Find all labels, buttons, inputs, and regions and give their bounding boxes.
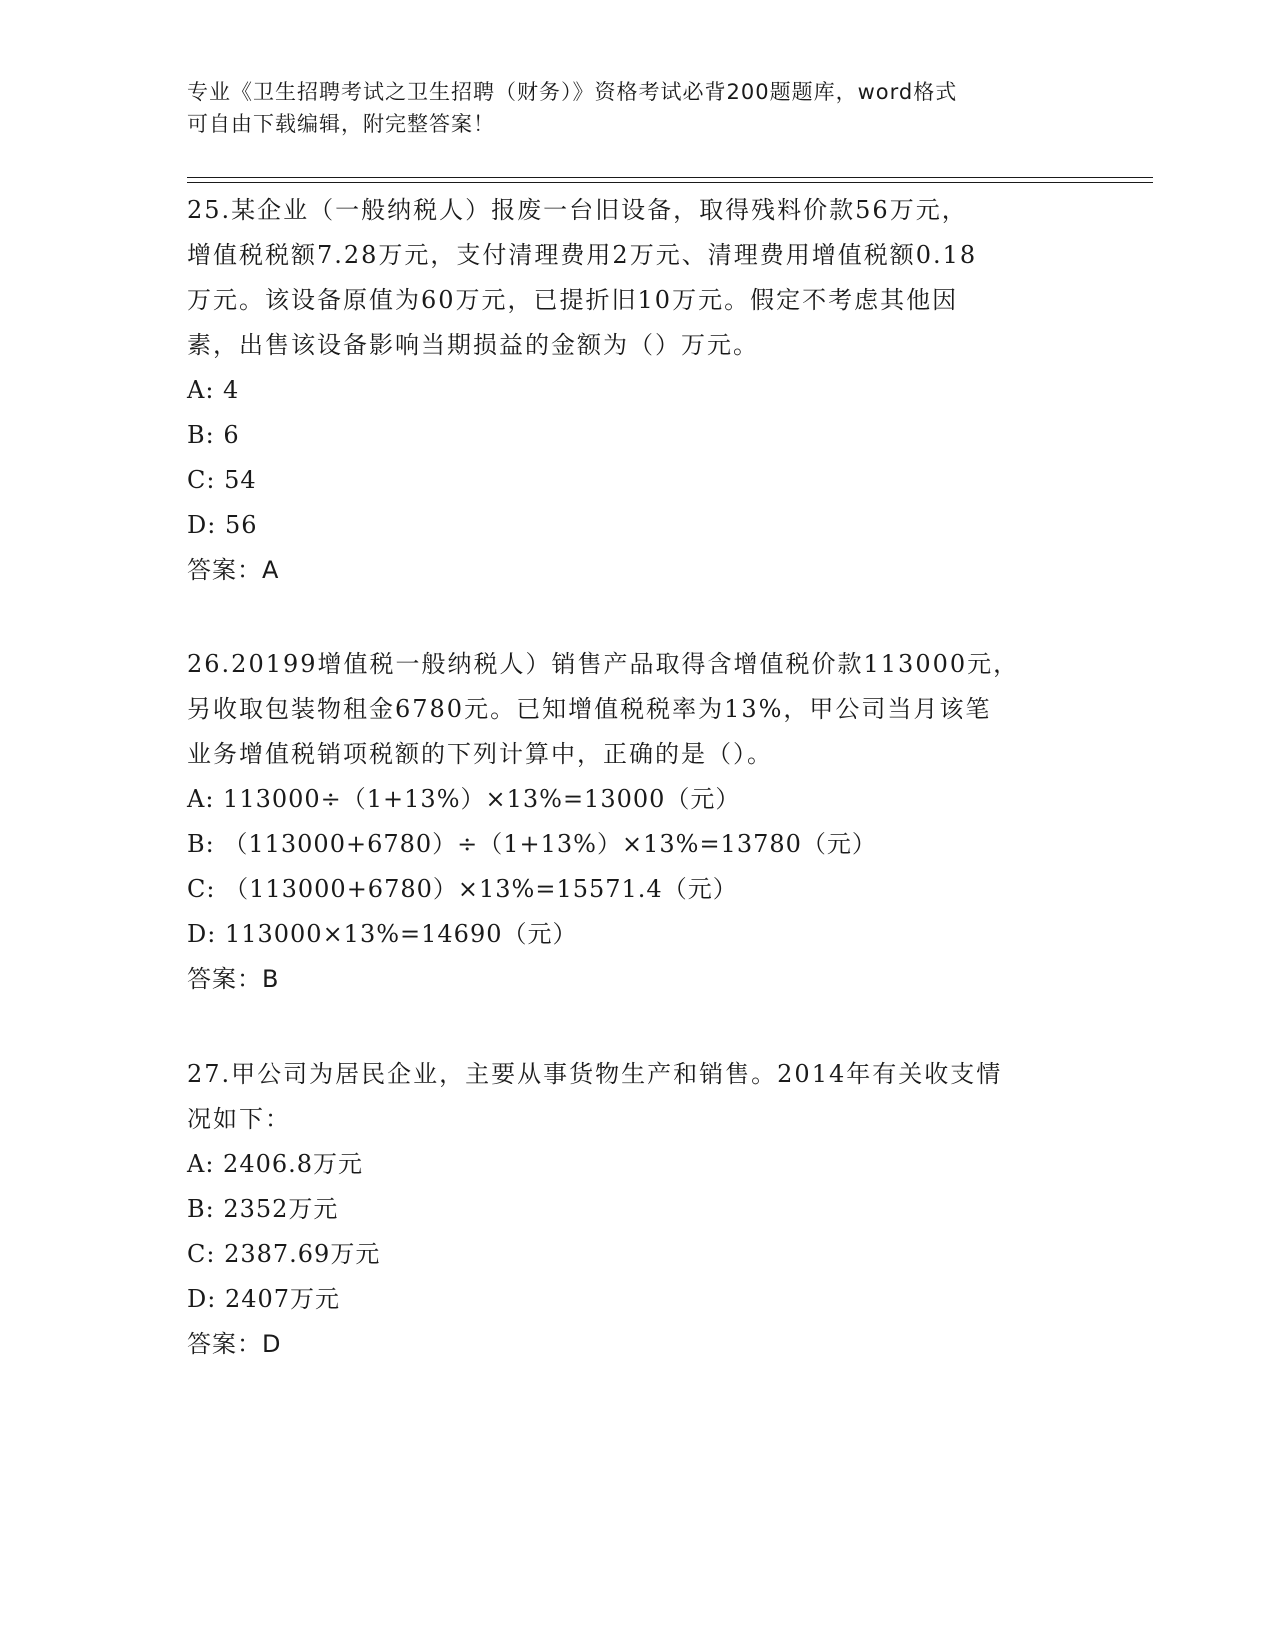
option-a: A: 113000÷（1+13%）×13%=13000（元） <box>187 785 741 813</box>
question-text-line: 27.甲公司为居民企业，主要从事货物生产和销售。2014年有关收支情 <box>187 1060 1003 1088</box>
header-divider-bottom <box>187 182 1153 183</box>
option-b: B: 2352万元 <box>187 1195 339 1223</box>
option-b: B: （113000+6780）÷（1+13%）×13%=13780（元） <box>187 830 877 858</box>
question-text-line: 况如下： <box>187 1105 291 1133</box>
question-25 <box>187 188 1087 593</box>
question-text <box>187 188 1087 368</box>
answer-label: 答案：A <box>187 556 280 584</box>
option-d: D: 56 <box>187 511 258 539</box>
header-divider-top <box>187 177 1153 178</box>
question-text-line: 万元。该设备原值为60万元，已提折旧10万元。假定不考虑其他因 <box>187 286 959 314</box>
option-a: A: 4 <box>187 376 240 404</box>
option-a: A: 2406.8万元 <box>187 1150 364 1178</box>
question-text-line: 另收取包装物租金6780元。已知增值税税率为13%，甲公司当月该笔 <box>187 695 992 723</box>
option-c: C: （113000+6780）×13%=15571.4（元） <box>187 875 738 903</box>
option-d: D: 113000×13%=14690（元） <box>187 920 578 948</box>
document-header <box>187 76 1087 140</box>
question-26 <box>187 642 1087 1002</box>
option-d: D: 2407万元 <box>187 1285 341 1313</box>
question-text-line: 25.某企业（一般纳税人）报废一台旧设备，取得残料价款56万元， <box>187 196 968 224</box>
answer-label: 答案：D <box>187 1330 282 1358</box>
question-text <box>187 1052 1087 1142</box>
answer-label: 答案：B <box>187 965 280 993</box>
question-text <box>187 642 1087 777</box>
header-line-2: 可自由下载编辑，附完整答案！ <box>187 112 495 136</box>
question-text-line: 业务增值税销项税额的下列计算中，正确的是（）。 <box>187 740 773 768</box>
question-text-line: 26.20199增值税一般纳税人）销售产品取得含增值税价款113000元， <box>187 650 1020 678</box>
question-text-line: 增值税税额7.28万元，支付清理费用2万元、清理费用增值税额0.18 <box>187 241 978 269</box>
option-c: C: 2387.69万元 <box>187 1240 381 1268</box>
option-c: C: 54 <box>187 466 257 494</box>
question-27 <box>187 1052 1087 1367</box>
option-b: B: 6 <box>187 421 240 449</box>
header-line-1: 专业《卫生招聘考试之卫生招聘（财务）》资格考试必背200题题库，word格式 <box>187 80 958 104</box>
question-text-line: 素，出售该设备影响当期损益的金额为（）万元。 <box>187 331 759 359</box>
